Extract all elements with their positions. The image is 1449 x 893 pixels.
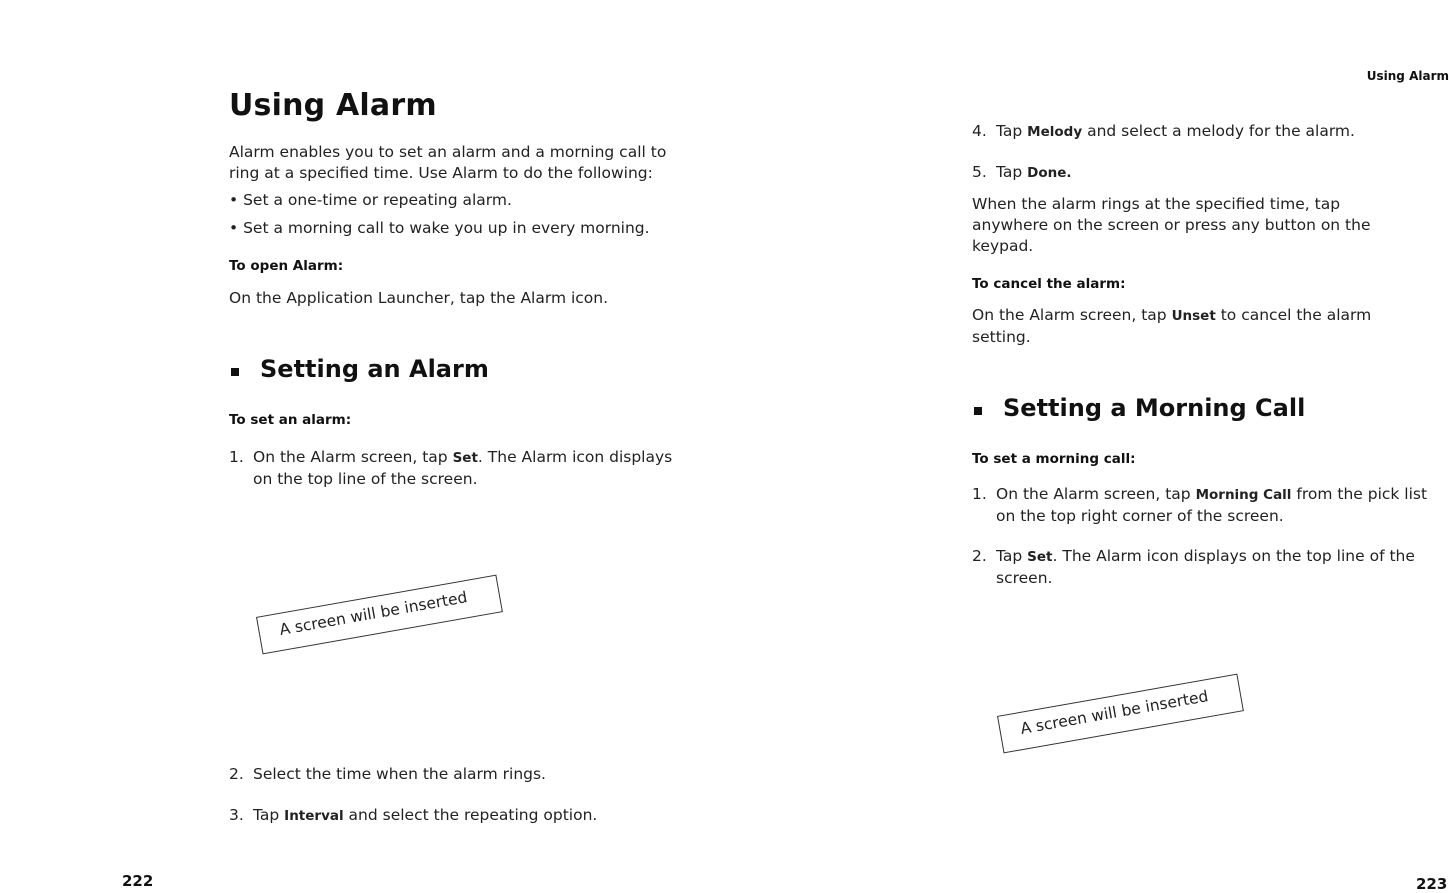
step-text: and select the repeating option. — [343, 806, 598, 824]
step-text: from the pick list — [1291, 485, 1428, 503]
intro-paragraph — [229, 142, 666, 184]
keyword: Set — [452, 450, 478, 466]
keyword: Set — [1027, 549, 1053, 565]
section-title: Setting an Alarm — [260, 355, 489, 383]
step-text: On the Alarm screen, tap — [996, 485, 1196, 503]
subheading-open-alarm: To open Alarm: — [229, 258, 344, 274]
keyword: Morning Call — [1195, 487, 1292, 503]
bullet-text: Set a one-time or repeating alarm. — [243, 191, 512, 209]
paragraph-text: to cancel the alarm — [1215, 306, 1372, 324]
step-4 — [972, 121, 1442, 143]
section-bullet-icon — [974, 400, 982, 419]
bullet-item: • Set a one-time or repeating alarm. — [229, 191, 512, 209]
intro-line: ring at a specified time. Use Alarm to do the following: — [229, 164, 653, 182]
paragraph-line: anywhere on the screen or press any button on the — [972, 216, 1371, 234]
step-5 — [972, 162, 1442, 184]
step-number: 5. — [972, 163, 987, 181]
page-number: 222 — [122, 872, 154, 890]
step-text: Tap — [996, 547, 1028, 565]
subheading-set-alarm: To set an alarm: — [229, 412, 352, 428]
paragraph-line: keypad. — [972, 237, 1034, 255]
step-number: 1. — [972, 485, 987, 503]
subheading-morning-call: To set a morning call: — [972, 451, 1136, 467]
step-text: on the top line of the screen. — [253, 470, 478, 488]
step-1 — [229, 447, 729, 491]
section-title: Setting a Morning Call — [1003, 394, 1306, 422]
step-number: 2. — [972, 547, 987, 565]
screen-placeholder: A screen will be inserted — [997, 674, 1244, 754]
intro-line: Alarm enables you to set an alarm and a morning call to — [229, 143, 667, 161]
step-text: Tap — [253, 806, 285, 824]
cancel-paragraph — [972, 305, 1371, 348]
bullet-text: Set a morning call to wake you up in every morning. — [243, 219, 650, 237]
step-text: Tap — [996, 122, 1028, 140]
step-text: on the top right corner of the screen. — [996, 507, 1284, 525]
page-number: 223 — [1416, 875, 1448, 893]
step-2 — [229, 764, 729, 786]
step-number: 1. — [229, 448, 244, 466]
step-number: 3. — [229, 806, 244, 824]
step-text: . The Alarm icon displays on the top line of the — [1052, 547, 1415, 565]
step-text: . The Alarm icon displays — [477, 448, 673, 466]
step-text: Tap — [996, 163, 1028, 181]
bullet-item: • Set a morning call to wake you up in every morning. — [229, 219, 650, 237]
step-3 — [229, 805, 729, 827]
page-title: Using Alarm — [229, 88, 437, 123]
section-bullet-icon — [231, 361, 239, 380]
screen-placeholder: A screen will be inserted — [256, 575, 503, 655]
step-number: 2. — [229, 765, 244, 783]
morning-step-1 — [972, 484, 1448, 528]
paragraph-line: When the alarm rings at the specified time, tap — [972, 195, 1341, 213]
keyword: Melody — [1027, 124, 1083, 140]
keyword: Unset — [1171, 308, 1216, 324]
subheading-cancel-alarm: To cancel the alarm: — [972, 276, 1126, 292]
keyword: Interval — [284, 808, 344, 824]
running-head: Using Alarm — [1366, 69, 1449, 83]
morning-step-2 — [972, 546, 1448, 590]
step-text: On the Alarm screen, tap — [253, 448, 453, 466]
alarm-rings-paragraph — [972, 194, 1371, 257]
step-text: and select a melody for the alarm. — [1082, 122, 1355, 140]
open-alarm-text: On the Application Launcher, tap the Alarm icon. — [229, 289, 609, 307]
paragraph-text: setting. — [972, 328, 1031, 346]
paragraph-text: On the Alarm screen, tap — [972, 306, 1172, 324]
step-text: screen. — [996, 569, 1053, 587]
keyword: Done. — [1027, 165, 1072, 181]
step-text: Select the time when the alarm rings. — [253, 765, 546, 783]
step-number: 4. — [972, 122, 987, 140]
